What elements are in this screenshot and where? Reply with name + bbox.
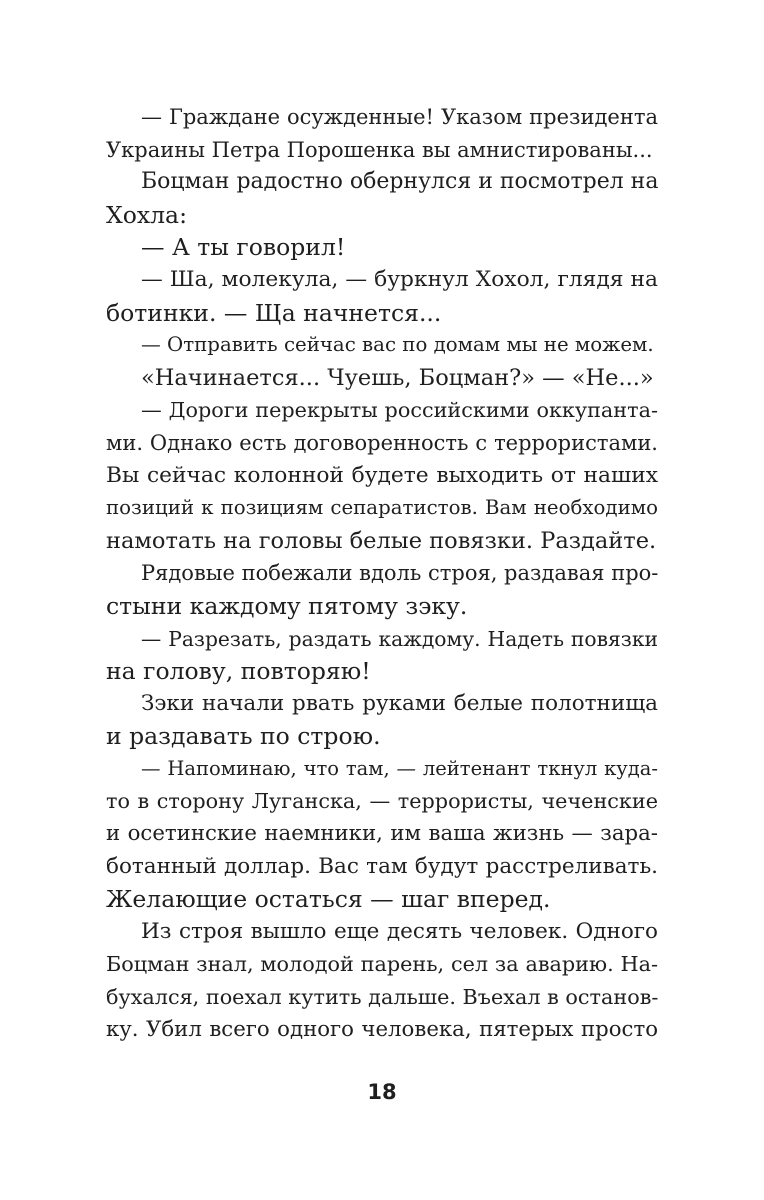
text-line: Желающие остаться — шаг вперед.	[106, 885, 551, 914]
text-line: — Отправить сейчас вас по домам мы не можем.	[141, 333, 654, 357]
text-line: позиций к позициям сепаратистов. Вам необходимо	[106, 496, 658, 520]
text-line: — Ша, молекула, — буркнул Хохол, глядя на	[141, 266, 658, 292]
text-line: — Граждане осужденные! Указом президента	[141, 105, 658, 129]
text-line: то в сторону Луганска, — террористы, чеченские	[106, 789, 658, 814]
text-line: Рядовые побежали вдоль строя, раздавая про-	[141, 561, 659, 586]
text-line: — Разрезать, раздать каждому. Надеть повязки	[141, 626, 658, 651]
text-line: — Дороги перекрыты российскими оккупанта-	[141, 398, 658, 423]
body-text	[106, 101, 658, 1046]
text-line: бухался, поехал кутить дальше. Въехал в останов-	[106, 985, 659, 1010]
text-line: Вы сейчас колонной будете выходить от наших	[106, 462, 658, 488]
text-line: «Начинается... Чуешь, Боцман?» — «Не...»	[141, 364, 654, 391]
text-line: ми. Однако есть договоренность с террористами.	[106, 430, 658, 455]
text-line: стыни каждому пятому зэку.	[106, 591, 468, 620]
text-line: — А ты говорил!	[141, 233, 346, 262]
text-line: и раздавать по строю.	[106, 722, 381, 751]
text-line: ку. Убил всего одного человека, пятерых просто	[106, 1016, 658, 1042]
page-number: 18	[367, 1080, 397, 1104]
text-line: — Напоминаю, что там, — лейтенант ткнул куда-	[141, 756, 658, 780]
text-line: ботанный доллар. Вас там будут расстреливать.	[106, 853, 658, 879]
text-line: на голову, повторяю!	[106, 657, 371, 686]
text-line: Из строя вышло еще десять человек. Одного	[141, 918, 658, 944]
text-line: Хохла:	[106, 200, 187, 229]
text-line: Боцман радостно обернулся и посмотрел на	[141, 169, 659, 195]
text-line: и осетинские наемники, им ваша жизнь — зара-	[106, 821, 658, 847]
text-line: Украины Петра Порошенка вы амнистированы...	[106, 137, 653, 162]
text-line: ботинки. — Ща начнется...	[106, 298, 442, 327]
text-line: Боцман знал, молодой парень, сел за аварию. На-	[106, 952, 658, 977]
text-line: Зэки начали рвать руками белые полотнища	[141, 690, 658, 716]
text-line: намотать на головы белые повязки. Раздайте.	[106, 527, 657, 554]
